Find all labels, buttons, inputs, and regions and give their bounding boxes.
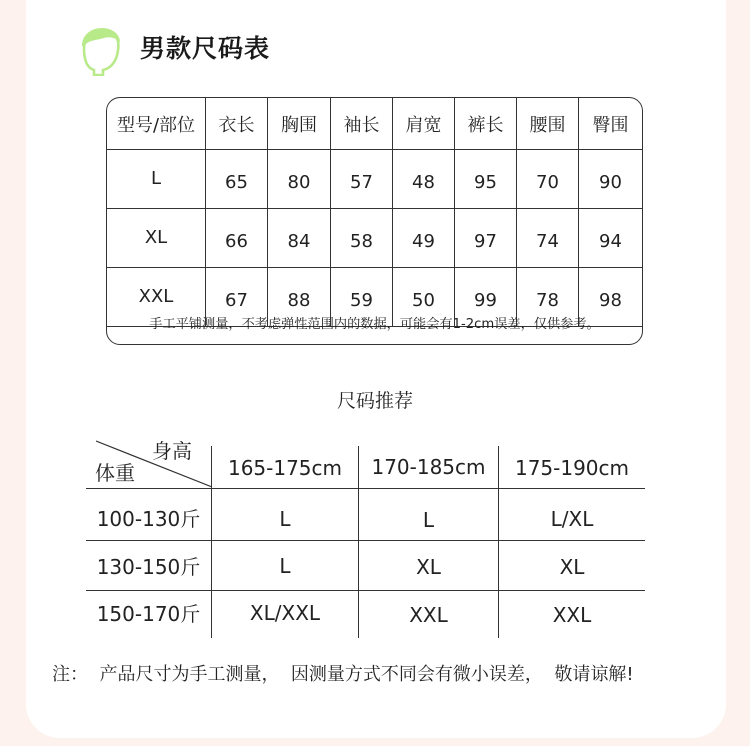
table-cell: 78 [517,268,579,327]
recommended-size: L [279,554,291,578]
height-header: 170-185cm [371,455,486,479]
table-cell: 80 [268,150,331,209]
recommended-size: L/XL [550,507,594,531]
size-label: L [107,150,206,209]
header-cell: 肩宽 [393,98,455,150]
table-cell: 94 [579,209,643,268]
size-chart-table [106,97,643,345]
page-title: 男款尺码表 [140,34,271,63]
table-cell: 99 [455,268,517,327]
table-cell: 49 [393,209,455,268]
recommended-size: XXL [552,603,592,627]
table-cell: 97 [455,209,517,268]
table-cell: 48 [393,150,455,209]
table-row [107,209,642,268]
recommended-size: L [422,508,435,532]
recommended-size: XXL [409,603,448,627]
corner-label-height: 身高 [152,439,192,463]
height-header: 165-175cm [227,456,343,480]
grid-line [86,540,645,541]
weight-label: 100-130斤 [96,507,201,531]
table-cell: 95 [455,150,517,209]
grid-line [86,590,645,591]
header-cell: 胸围 [268,98,331,150]
table-row [107,150,642,209]
table-cell: 50 [393,268,455,327]
grid-line [86,488,645,489]
table-cell: 65 [206,150,268,209]
header-cell: 裤长 [455,98,517,150]
table-cell: 84 [268,209,331,268]
header-cell: 臀围 [579,98,643,150]
size-label: XXL [107,268,206,327]
table-cell: 74 [517,209,579,268]
header-cell: 袖长 [331,98,393,150]
measurement-note: 手工平铺测量，不考虑弹性范围内的数据，可能会有1-2cm误差，仅供参考。 [149,317,600,332]
table-cell: 58 [331,209,393,268]
size-label: XL [107,209,206,268]
corner-label-weight: 体重 [95,461,135,485]
person-head-icon [76,26,122,76]
table-cell: 59 [331,268,393,327]
size-chart-header-row [107,98,642,150]
header-cell: 衣长 [206,98,268,150]
height-header: 175-190cm [514,456,630,480]
weight-label: 150-170斤 [96,602,201,626]
table-cell: 98 [579,268,643,327]
table-cell: 70 [517,150,579,209]
table-cell: 57 [331,150,393,209]
recommendation-title: 尺码推荐 [336,390,413,412]
header-cell: 型号/部位 [107,98,206,150]
weight-label: 130-150斤 [96,555,201,579]
header-cell: 腰围 [517,98,579,150]
recommended-size: XL [416,555,441,579]
recommended-size: L [279,507,291,531]
table-cell: 90 [579,150,643,209]
table-cell: 66 [206,209,268,268]
table-cell: 88 [268,268,331,327]
recommended-size: XL/XXL [249,601,321,625]
table-cell: 67 [206,268,268,327]
footer-note: 注： 产品尺寸为手工测量， 因测量方式不同会有微小误差， 敬请谅解! [52,664,634,685]
recommended-size: XL [559,555,585,579]
